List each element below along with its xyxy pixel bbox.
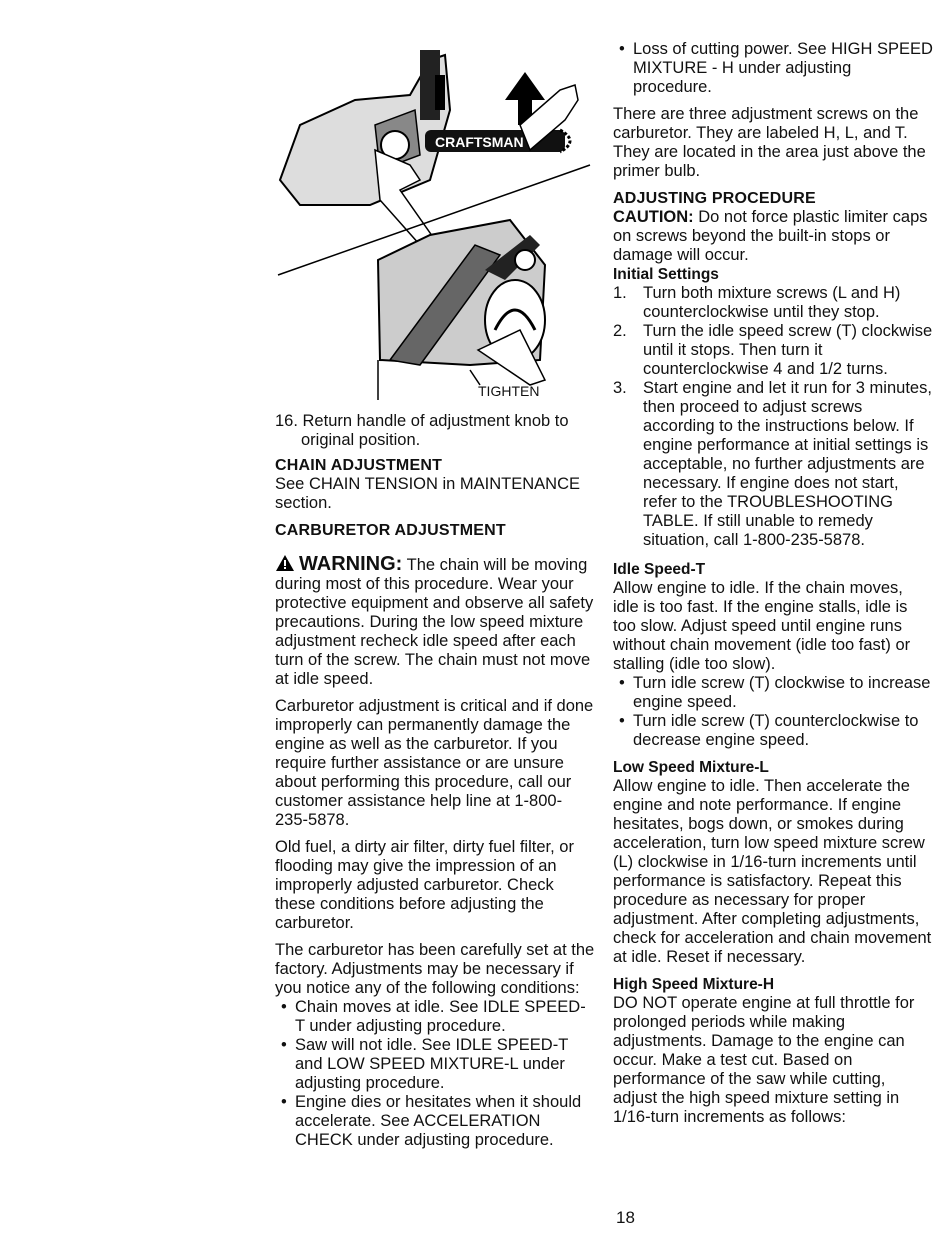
initial-settings-heading: Initial Settings <box>613 266 719 283</box>
initial-step-1: 1. Turn both mixture screws (L and H) counterclockwise until they stop. <box>613 284 901 321</box>
step-16: 16. Return handle of adjustment knob to original position. <box>275 412 569 449</box>
warning-paragraph <box>275 554 595 689</box>
idle-speed-heading: Idle Speed-T <box>613 561 706 578</box>
condition-bullet-2: • Saw will not idle. See IDLE SPEED-T and LOW SPEED MIXTURE-L under adjusting procedure. <box>275 1036 595 1093</box>
caution-label: CAUTION: <box>613 208 694 226</box>
brand-text: CRAFTSMAN <box>435 134 524 150</box>
chainsaw-top-view <box>280 50 578 245</box>
initial-step-2: 2. Turn the idle speed screw (T) clockwise until it stops. Then turn it counterclockwise 4 and 1/2 turns. <box>613 322 933 378</box>
low-speed-text: Allow engine to idle. Then accelerate the engine and note performance. If engine hesitates, bogs down, or smokes during acceleration, turn low speed mixture screw (L) clockwise in 1/16-turn increments until performance is satisfactory. Repeat this procedure as necessary for proper adjustment. After completing adjustments, check for acceleration and chain movement at idle. Reset if necessary. <box>613 777 932 966</box>
carburetor-paragraph-3: The carburetor has been carefully set at the factory. Adjustments may be necessary if you notice any of the following conditions: <box>275 941 595 997</box>
idle-speed-text: Allow engine to idle. If the chain moves, idle is too fast. If the engine stalls, idle is too slow. Adjust speed until engine runs without chain movement (idle too fast) or stalling (idle too slow). <box>613 579 911 673</box>
caution-text: Do not force plastic limiter caps on screws beyond the built-in stops or damage will occur. <box>613 208 928 264</box>
caution-paragraph <box>613 208 933 265</box>
chainsaw-adjustment-illustration <box>260 30 600 420</box>
carburetor-paragraph-2: Old fuel, a dirty air filter, dirty fuel filter, or flooding may give the impression of an improperly adjusted carburetor. Check these conditions before adjusting the carburetor. <box>275 838 574 932</box>
warning-icon <box>275 554 295 572</box>
tighten-caption: TIGHTEN <box>478 383 540 399</box>
chainsaw-closeup-view <box>378 220 545 400</box>
high-speed-heading: High Speed Mixture-H <box>613 976 775 993</box>
condition-bullet-3: • Engine dies or hesitates when it should accelerate. See ACCELERATION CHECK under adjusting procedure. <box>275 1093 595 1150</box>
low-speed-heading: Low Speed Mixture-L <box>613 759 769 776</box>
chain-adjustment-heading: CHAIN ADJUSTMENT <box>275 457 443 474</box>
idle-bullet-1: • Turn idle screw (T) clockwise to increase engine speed. <box>613 674 933 712</box>
warning-text: The chain will be moving during most of this procedure. Wear your protective equipment and observe all safety precautions. During the low speed mixture adjustment recheck idle speed after each turn of the screw. The chain must not move at idle speed. <box>275 556 594 688</box>
adjustment-screws-paragraph: There are three adjustment screws on the carburetor. They are labeled H, L, and T. They are located in the area just above the primer bulb. <box>613 105 926 180</box>
condition-bullet-1: • Chain moves at idle. See IDLE SPEED-T under adjusting procedure. <box>275 998 595 1036</box>
right-column <box>613 40 933 1127</box>
left-column <box>275 412 595 1150</box>
carburetor-paragraph-1: Carburetor adjustment is critical and if done improperly can permanently damage the engine as well as the carburetor. If you require further assistance or are unsure about performing this procedure, call our customer assistance help line at 1-800-235-5878. <box>275 697 594 829</box>
warning-label: WARNING: <box>299 553 403 575</box>
initial-step-3: 3. Start engine and let it run for 3 minutes, then proceed to adjust screws according to the instructions below. If engine performance at initial settings is acceptable, no further adjustments are necessary. If engine does not start, refer to the TROUBLESHOOTING TABLE. If still unable to remedy situation, call 1-800-235-5878. <box>613 379 932 549</box>
idle-bullet-2: • Turn idle screw (T) counterclockwise to decrease engine speed. <box>613 712 933 750</box>
adjusting-procedure-heading: ADJUSTING PROCEDURE <box>613 190 816 207</box>
carburetor-adjustment-heading: CARBURETOR ADJUSTMENT <box>275 522 506 539</box>
chain-adjustment-text: See CHAIN TENSION in MAINTENANCE section. <box>275 475 581 512</box>
condition-bullet-4: • Loss of cutting power. See HIGH SPEED MIXTURE - H under adjusting procedure. <box>613 40 933 97</box>
high-speed-text: DO NOT operate engine at full throttle for prolonged periods while making adjustments. Damage to the engine can occur. Make a test cut. Based on performance of the saw while cutting, adjust the high speed mixture setting in 1/16-turn increments as follows: <box>613 994 915 1126</box>
page-number: 18 <box>616 1208 635 1227</box>
